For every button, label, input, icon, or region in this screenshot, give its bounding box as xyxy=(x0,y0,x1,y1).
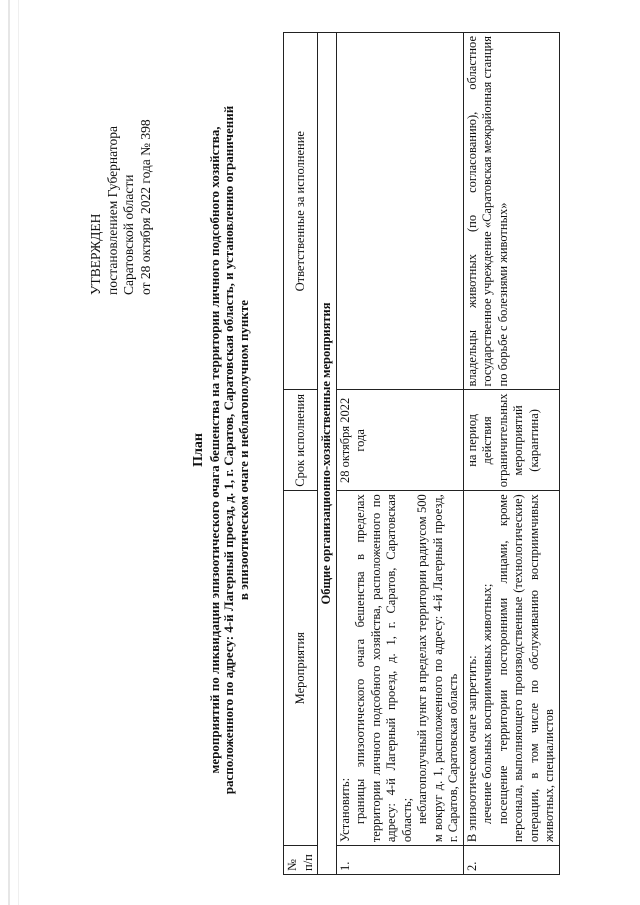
activity-intro: Установить: xyxy=(337,777,352,843)
table-row xyxy=(336,33,463,875)
approval-stamp xyxy=(88,119,154,295)
activity-paragraph: лечение больных восприимчивых животных; xyxy=(480,583,494,825)
header-term: Срок исполнения xyxy=(284,390,318,491)
table-header-row xyxy=(284,33,318,875)
document-title xyxy=(192,35,251,865)
row-term: на период действия ограничительных мероприятий (карантина) xyxy=(463,390,559,491)
row-responsible: владельцы животных (по согласованию), областное государственное учреждение «Саратовская межрайонная станция по борьбе с болезнями животных» xyxy=(463,33,559,390)
table-row xyxy=(463,33,559,875)
section-title: Общие организационно-хозяйственные мероприятия xyxy=(318,33,337,875)
header-responsible: Ответственные за исполнение xyxy=(284,33,318,390)
row-num: 2. xyxy=(463,846,559,875)
header-activity: Мероприятия xyxy=(284,491,318,846)
title-heading: План xyxy=(191,433,206,467)
plan-table xyxy=(283,32,560,875)
activity-paragraph: границы эпизоотического очага бешенства в пределах территории личного подсобного хозяйства, расположенного по адресу: 4-й Лагерный проезд, д. 1, г. Саратов, Саратовская область; xyxy=(353,494,414,843)
row-num: 1. xyxy=(336,846,463,875)
approval-line: от 28 октября 2022 года № 398 xyxy=(137,119,153,295)
approval-line: Саратовской области xyxy=(121,174,136,295)
approval-line: постановлением Губернатора xyxy=(104,126,120,295)
row-activity xyxy=(463,491,559,846)
approval-line: УТВЕРЖДЕН xyxy=(88,213,103,295)
header-num: № п/п xyxy=(284,846,318,875)
row-term: 28 октября 2022 года xyxy=(336,390,463,491)
activity-intro: В эпизоотическом очаге запретить: xyxy=(464,655,479,843)
title-line: мероприятий по ликвидации эпизоотического очага бешенства на территории личного подсобного хозяйства, xyxy=(206,126,222,774)
title-line: расположенного по адресу: 4-й Лагерный проезд, д. 1, г. Саратов, Саратовская область, и установлению ограничений xyxy=(221,105,236,795)
activity-paragraph: неблагополучный пункт в пределах территории радиусом 500 м вокруг д. 1, расположенного по адресу: 4-й Лагерный проезд, г. Саратов, Саратовская область xyxy=(415,494,460,843)
row-responsible xyxy=(336,33,463,390)
activity-paragraph: посещение территории посторонними лицами, кроме персонала, выполняющего производственные (технологические) операции, в том числе по обслуживанию восприимчивых животных, специалистов xyxy=(495,494,556,843)
section-row xyxy=(318,33,337,875)
row-activity xyxy=(336,491,463,846)
title-line: в эпизоотическом очаге и неблагополучном пункте xyxy=(235,299,251,601)
